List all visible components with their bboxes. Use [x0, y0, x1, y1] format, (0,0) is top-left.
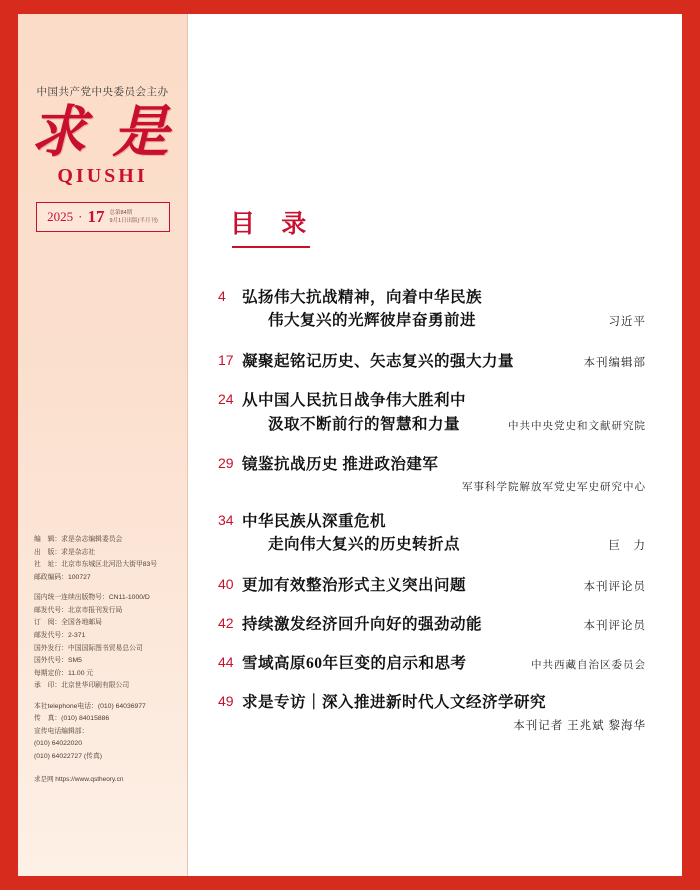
colophon-group-publisher	[34, 534, 179, 584]
colophon-line: 邮政编码：100727	[34, 573, 91, 581]
colophon-line: 订 阅：全国各地邮局	[34, 619, 102, 627]
issue-meta-line-2: 9月1日出版(半月刊)	[109, 218, 158, 224]
toc-title-line: 走向伟大复兴的历史转折点	[268, 535, 461, 553]
toc-author: 中共中央党史和文献研究院	[508, 420, 646, 432]
colophon-line: 国内统一连续出版物号：CN11-1000/D	[34, 594, 150, 602]
toc-author: 本刊记者 王兆斌 黎海华	[513, 719, 646, 732]
toc-author: 本刊评论员	[583, 619, 646, 632]
toc-page-number: 17	[218, 352, 234, 369]
toc-title-line: 从中国人民抗日战争伟大胜利中	[242, 392, 467, 410]
colophon-line: 承 印：北京世华印刷有限公司	[34, 682, 130, 690]
toc-entry-body	[242, 350, 646, 373]
toc-title-line: 凝聚起铭记历史、矢志复兴的强大力量	[242, 353, 515, 371]
colophon-line: 邮发代号：2-371	[34, 631, 86, 639]
colophon-group-contact	[34, 701, 179, 764]
toc-entry[interactable]	[218, 613, 646, 636]
toc-entry[interactable]	[218, 574, 646, 597]
toc-page-number: 4	[218, 288, 226, 304]
toc-entry-body	[242, 453, 646, 493]
toc-entry[interactable]	[218, 350, 646, 373]
toc-author: 本刊编辑部	[583, 357, 646, 370]
website-line: 求是网 https://www.qstheory.cn	[34, 775, 124, 783]
toc-heading: 目 录	[230, 204, 682, 240]
issue-separator: ·	[78, 209, 83, 224]
colophon-group-distribution	[34, 592, 179, 693]
colophon-line: 出 版：求是杂志社	[34, 548, 96, 556]
toc-page-number: 44	[218, 654, 234, 671]
toc-entry[interactable]	[218, 453, 646, 493]
toc-title-line: 求是专访｜深入推进新时代人文经济学研究	[242, 694, 547, 712]
colophon-line: 宣传电话编辑部：	[34, 727, 89, 735]
issue-box	[36, 202, 170, 232]
magazine-logo: 求 是	[30, 102, 175, 164]
colophon-line: (010) 64022020	[34, 740, 82, 748]
colophon-line: 邮发代号：北京市报刊发行局	[34, 606, 123, 614]
toc-entry[interactable]	[218, 510, 646, 558]
toc-page-number: 49	[218, 693, 234, 710]
toc-page-number: 34	[218, 511, 234, 528]
toc-entry[interactable]	[218, 389, 646, 437]
colophon-line: 编 辑：求是杂志编辑委员会	[34, 536, 123, 543]
toc-entry-body	[242, 613, 646, 636]
toc-entry[interactable]	[218, 652, 646, 675]
toc-panel	[188, 14, 682, 876]
toc-title-line: 中华民族从深重危机	[242, 512, 387, 530]
cover-left-panel	[18, 14, 188, 876]
toc-entry-body	[242, 652, 646, 675]
toc-title-line: 更加有效整治形式主义突出问题	[242, 576, 467, 594]
toc-page-number: 40	[218, 575, 234, 592]
toc-entry[interactable]	[218, 691, 646, 732]
issue-number: 17	[87, 207, 105, 226]
toc-title-line: 汲取不断前行的智慧和力量	[268, 415, 461, 433]
toc-entry-body	[242, 574, 646, 597]
page-inner	[18, 14, 682, 876]
colophon-line: 社 址：北京市东城区北河沿大街甲83号	[34, 561, 158, 569]
toc-title-line: 雪域高原60年巨变的启示和思考	[242, 655, 467, 673]
toc-title-line: 镜鉴抗战历史 推进政治建军	[242, 456, 439, 474]
toc-author: 军事科学院解放军党史军史研究中心	[462, 481, 646, 493]
colophon	[34, 534, 179, 786]
issue-meta-line-1: 总第84期	[109, 209, 133, 216]
issue-meta	[110, 209, 158, 226]
colophon-line: (010) 64022727 (传真)	[34, 753, 103, 760]
colophon-line: 国外代号：SM5	[34, 657, 82, 665]
toc-author: 本刊评论员	[583, 580, 646, 593]
toc-entry-body	[242, 510, 646, 558]
toc-title-line: 持续激发经济回升向好的强劲动能	[242, 615, 483, 633]
colophon-line: 每期定价：11.00 元	[34, 669, 94, 677]
toc-title-line: 弘扬伟大抗战精神，向着中华民族	[242, 289, 483, 306]
toc-page-number: 29	[218, 455, 234, 472]
issue-year: 2025	[47, 209, 74, 224]
masthead	[18, 14, 187, 232]
colophon-line: 传 真：(010) 84015886	[34, 715, 110, 723]
toc-entry-body	[242, 389, 646, 437]
colophon-line: 国外发行：中国国际图书贸易总公司	[34, 644, 143, 652]
toc-entry-body	[242, 691, 646, 732]
toc-list	[188, 286, 682, 733]
sponsor-line: 中国共产党中央委员会主办	[36, 86, 169, 98]
magazine-pinyin: QIUSHI	[57, 165, 148, 187]
toc-page-number: 24	[218, 391, 234, 408]
colophon-line: 本社telephone电话：(010) 64036977	[34, 702, 146, 710]
toc-author: 中共西藏自治区委员会	[531, 660, 646, 672]
toc-entry[interactable]	[218, 286, 646, 334]
toc-page-number: 42	[218, 614, 234, 631]
toc-title-line: 伟大复兴的光辉彼岸奋勇前进	[268, 312, 477, 330]
toc-entry-body	[242, 286, 646, 334]
toc-author: 巨 力	[608, 539, 646, 552]
toc-author: 习近平	[608, 316, 646, 329]
